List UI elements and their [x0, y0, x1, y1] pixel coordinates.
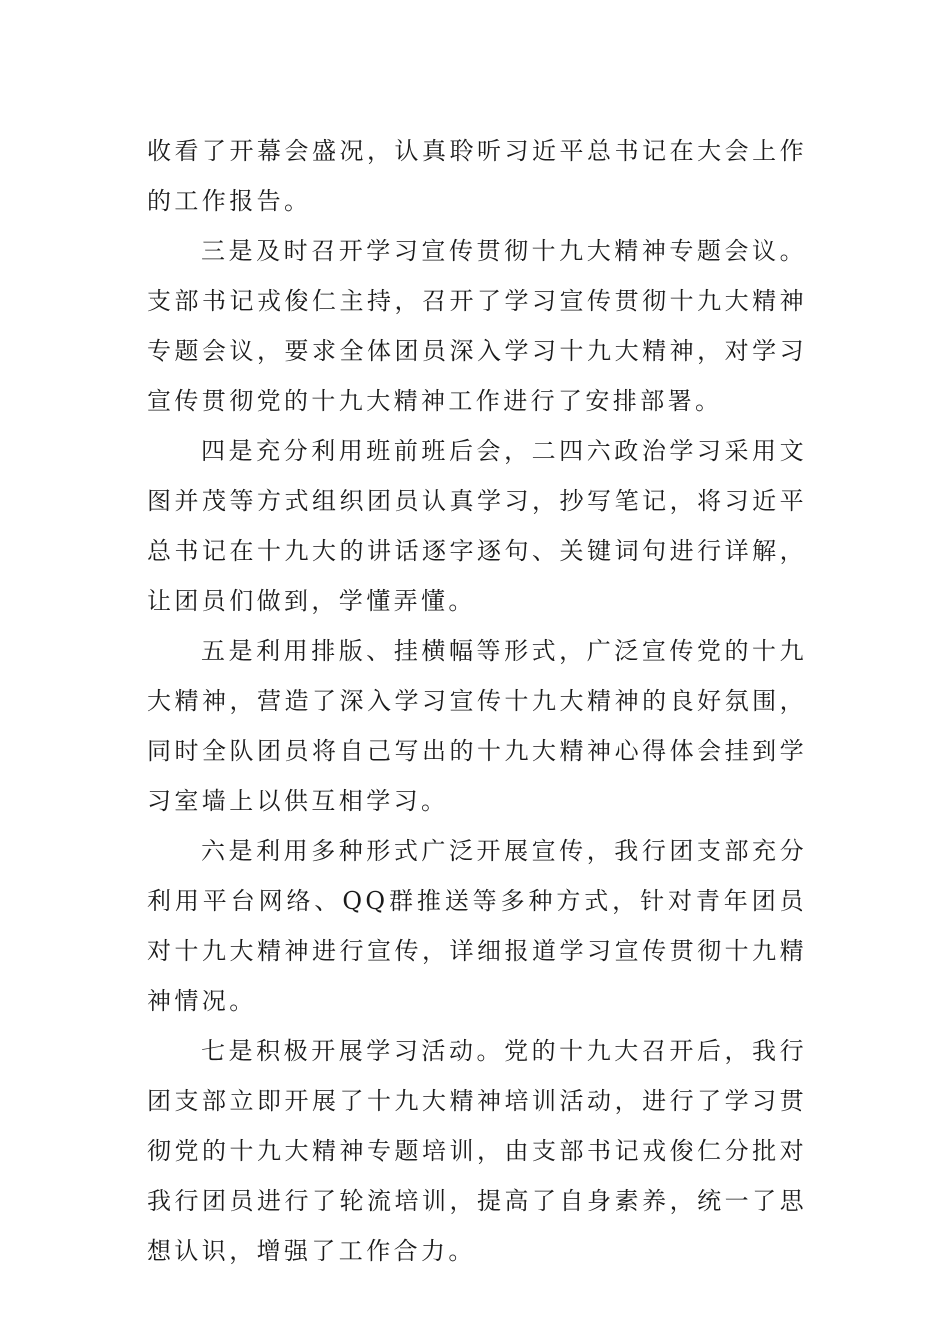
- paragraph-item-four: 四是充分利用班前班后会，二四六政治学习采用文图并茂等方式组织团员认真学习，抄写笔记，将习近平总书记在十九大的讲话逐字逐句、关键词句进行详解，让团员们做到，学懂弄懂。: [147, 437, 807, 615]
- paragraph-item-seven: 七是积极开展学习活动。党的十九大召开后，我行团支部立即开展了十九大精神培训活动，进行了学习贯彻党的十九大精神专题培训，由支部书记戎俊仁分批对我行团员进行了轮流培训，提高了自身素养，统一了思想认识，增强了工作合力。: [147, 1037, 807, 1265]
- paragraph-item-five: 五是利用排版、挂横幅等形式，广泛宣传党的十九大精神，营造了深入学习宣传十九大精神的良好氛围，同时全队团员将自己写出的十九大精神心得体会挂到学习室墙上以供互相学习。: [147, 637, 807, 815]
- document-body: [147, 126, 807, 1276]
- paragraph-continuation: 收看了开幕会盛况，认真聆听习近平总书记在大会上作的工作报告。: [147, 137, 807, 215]
- paragraph-item-three: 三是及时召开学习宣传贯彻十九大精神专题会议。支部书记戎俊仁主持，召开了学习宣传贯彻十九大精神专题会议，要求全体团员深入学习十九大精神，对学习宣传贯彻党的十九大精神工作进行了安排部署。: [147, 237, 807, 415]
- paragraph-item-six: 六是利用多种形式广泛开展宣传，我行团支部充分利用平台网络、QQ群推送等多种方式，针对青年团员对十九大精神进行宣传，详细报道学习宣传贯彻十九精神情况。: [147, 837, 807, 1015]
